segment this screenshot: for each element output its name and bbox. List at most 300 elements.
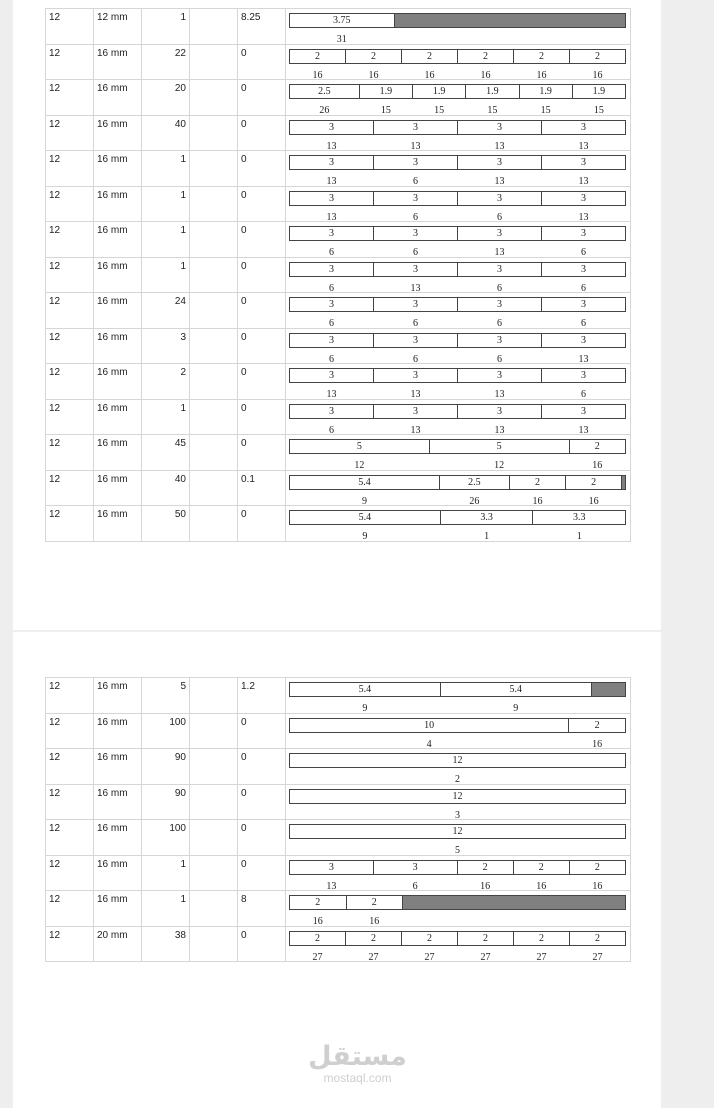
diameter-cell: 12 [46, 820, 94, 855]
cutting-pattern-bar [289, 368, 626, 400]
bar-length-cell: 16 mm [94, 785, 142, 820]
table-row [46, 257, 630, 293]
diameter-cell: 12 [46, 506, 94, 541]
bar-length-cell: 16 mm [94, 329, 142, 364]
cutting-pattern-bar [289, 860, 626, 892]
waste-cell: 0 [238, 785, 286, 820]
table-row [46, 79, 630, 115]
segment-length: 3 [329, 405, 334, 417]
segment-length: 3.75 [333, 15, 351, 26]
segment-length: 2 [539, 932, 544, 944]
cut-segment [374, 369, 458, 400]
cut-segment [542, 227, 625, 258]
empty-cell [190, 506, 238, 541]
cutting-pattern-bar [289, 49, 626, 81]
empty-cell [190, 9, 238, 44]
segment-length: 3 [329, 228, 334, 239]
quantity-cell: 1 [142, 400, 190, 435]
cutting-pattern-bar [289, 404, 626, 436]
segment-count: 6 [329, 353, 334, 365]
cut-segment [290, 334, 374, 365]
cut-segment [458, 192, 542, 223]
waste-cell: 0 [238, 749, 286, 784]
diameter-cell: 12 [46, 749, 94, 784]
waste-segment [395, 14, 625, 27]
table-row [46, 44, 630, 80]
segment-length: 2 [538, 861, 544, 873]
cut-segment [458, 861, 514, 892]
quantity-cell: 2 [142, 364, 190, 399]
segment-length: 3 [497, 228, 502, 239]
segment-length: 5 [356, 441, 362, 452]
quantity-cell: 45 [142, 435, 190, 470]
empty-cell [190, 293, 238, 328]
segment-length: 3 [581, 263, 586, 275]
segment-length: 2 [594, 861, 600, 873]
segment-length: 2 [371, 897, 377, 908]
segment-length: 2 [594, 441, 600, 452]
segment-count: 13 [578, 211, 589, 223]
segment-length: 2 [594, 719, 600, 731]
diameter-cell: 12 [46, 364, 94, 399]
segment-length: 3 [581, 405, 586, 417]
table-row [46, 748, 630, 784]
cut-segment [374, 298, 458, 329]
cut-segment [290, 932, 346, 963]
segment-count: 15 [540, 105, 551, 116]
segment-count: 6 [581, 282, 586, 294]
segment-length: 1.9 [486, 86, 499, 97]
cutting-pattern-bar [289, 13, 626, 45]
segment-count: 13 [410, 424, 421, 436]
segment-length: 2 [595, 932, 600, 944]
table-row [46, 434, 630, 470]
segment-length: 2 [427, 50, 432, 62]
table-row [46, 328, 630, 364]
quantity-cell: 90 [142, 785, 190, 820]
cut-segment [346, 932, 402, 963]
quantity-cell: 1 [142, 258, 190, 293]
bar-length-cell: 20 mm [94, 927, 142, 962]
cut-segment [290, 156, 374, 187]
cutting-pattern-bar [289, 191, 626, 223]
segment-length: 3 [497, 263, 502, 275]
segment-count: 6 [497, 282, 502, 294]
cut-segment [441, 511, 534, 542]
cut-segment [570, 440, 626, 471]
cut-segment [290, 121, 374, 152]
segment-length: 2 [427, 932, 432, 944]
segment-length: 2 [315, 50, 320, 62]
cut-segment [542, 405, 625, 436]
segment-length: 3 [329, 370, 334, 381]
quantity-cell: 40 [142, 116, 190, 151]
cutting-pattern-bar [289, 475, 626, 507]
bar-length-cell: 16 mm [94, 435, 142, 470]
segment-length: 12 [452, 755, 463, 766]
segment-count: 16 [424, 69, 435, 81]
segment-count: 6 [497, 353, 502, 365]
cut-segment [458, 932, 514, 963]
segment-count: 2 [455, 774, 460, 785]
quantity-cell: 1 [142, 891, 190, 926]
segment-length: 2.5 [468, 476, 481, 488]
segment-count: 16 [480, 69, 491, 81]
cut-segment [290, 861, 374, 892]
diameter-cell: 12 [46, 187, 94, 222]
segment-length: 3 [413, 192, 418, 204]
segment-length: 3 [329, 121, 334, 133]
diameter-cell: 12 [46, 9, 94, 44]
cut-segment [458, 334, 542, 365]
diameter-cell: 12 [46, 785, 94, 820]
waste-cell: 1.2 [238, 678, 286, 713]
bar-length-cell: 16 mm [94, 293, 142, 328]
waste-cell: 0 [238, 222, 286, 257]
diameter-cell: 12 [46, 856, 94, 891]
segment-length: 3 [497, 157, 502, 168]
cutting-pattern-bar [289, 789, 626, 821]
segment-count: 5 [455, 845, 460, 856]
bar-length-cell: 16 mm [94, 364, 142, 399]
waste-segment [622, 476, 625, 489]
empty-cell [190, 80, 238, 115]
cut-segment [360, 85, 413, 116]
quantity-cell: 1 [142, 187, 190, 222]
segment-length: 3 [329, 157, 334, 168]
bar-length-cell: 16 mm [94, 856, 142, 891]
segment-length: 2 [371, 932, 376, 944]
segment-count: 6 [329, 424, 334, 436]
cut-segment [510, 476, 566, 507]
segment-count: 1 [484, 531, 490, 542]
waste-cell: 0 [238, 116, 286, 151]
cut-segment [542, 334, 625, 365]
segment-length: 3 [497, 121, 502, 133]
report-page-2 [13, 632, 661, 1108]
diameter-cell: 12 [46, 80, 94, 115]
segment-count: 6 [581, 389, 586, 400]
table-row [46, 855, 630, 891]
empty-cell [190, 435, 238, 470]
bar-length-cell: 16 mm [94, 400, 142, 435]
segment-count: 6 [581, 318, 586, 329]
empty-cell [190, 927, 238, 962]
bar-length-cell: 16 mm [94, 506, 142, 541]
waste-cell: 0 [238, 714, 286, 749]
cut-segment [466, 85, 519, 116]
table-row [46, 926, 630, 962]
diameter-cell: 12 [46, 45, 94, 80]
bar-length-cell: 16 mm [94, 678, 142, 713]
cutting-table-page-1 [45, 8, 631, 542]
waste-cell: 0 [238, 856, 286, 891]
segment-count: 16 [592, 460, 603, 471]
cut-segment [542, 263, 625, 294]
cutting-pattern-bar [289, 753, 626, 785]
segment-count: 16 [592, 69, 603, 81]
segment-length: 2 [482, 861, 488, 873]
segment-count: 15 [487, 105, 498, 116]
cut-segment [570, 861, 625, 892]
segment-length: 5.4 [358, 684, 372, 695]
segment-count: 6 [329, 318, 334, 329]
quantity-cell: 1 [142, 9, 190, 44]
segment-length: 3 [329, 192, 334, 204]
cut-segment [440, 476, 510, 507]
cut-segment [514, 50, 570, 81]
watermark-latin: mostaql.com [323, 1071, 392, 1085]
cut-segment [458, 405, 542, 436]
empty-cell [190, 187, 238, 222]
cut-segment [290, 440, 430, 471]
quantity-cell: 100 [142, 714, 190, 749]
cut-segment [413, 85, 466, 116]
cut-segment [290, 369, 374, 400]
quantity-cell: 1 [142, 222, 190, 257]
bar-length-cell: 16 mm [94, 151, 142, 186]
table-row [46, 115, 630, 151]
segment-count: 6 [412, 880, 418, 892]
segment-count: 13 [410, 282, 421, 294]
table-row [46, 399, 630, 435]
table-row [46, 221, 630, 257]
segment-length: 2 [315, 897, 321, 908]
diameter-cell: 12 [46, 471, 94, 506]
waste-cell: 0 [238, 151, 286, 186]
empty-cell [190, 891, 238, 926]
cut-segment [520, 85, 573, 116]
cut-segment [374, 861, 458, 892]
empty-cell [190, 258, 238, 293]
cut-segment [290, 790, 625, 821]
table-row [46, 713, 630, 749]
segment-count: 27 [312, 951, 323, 963]
cut-segment [514, 861, 570, 892]
cutting-pattern-bar [289, 895, 626, 927]
segment-count: 13 [494, 424, 505, 436]
table-row [46, 186, 630, 222]
segment-count: 27 [368, 951, 379, 963]
quantity-cell: 22 [142, 45, 190, 80]
segment-length: 5.4 [509, 684, 523, 695]
segment-count: 13 [578, 353, 589, 365]
segment-length: 12 [452, 826, 463, 837]
cut-segment [458, 156, 542, 187]
cut-segment [290, 896, 347, 927]
segment-count: 13 [494, 389, 505, 400]
segment-count: 15 [434, 105, 445, 116]
empty-cell [190, 856, 238, 891]
cutting-pattern-bar [289, 297, 626, 329]
cut-segment [290, 825, 625, 856]
cutting-pattern-bar [289, 155, 626, 187]
segment-count: 1 [576, 531, 582, 542]
cut-segment [374, 156, 458, 187]
empty-cell [190, 678, 238, 713]
empty-cell [190, 400, 238, 435]
segment-count: 27 [424, 951, 435, 963]
quantity-cell: 90 [142, 749, 190, 784]
diameter-cell: 12 [46, 927, 94, 962]
empty-cell [190, 785, 238, 820]
cut-segment [374, 405, 458, 436]
quantity-cell: 24 [142, 293, 190, 328]
segment-count: 16 [368, 69, 379, 81]
cutting-pattern-bar [289, 682, 626, 714]
cut-segment [290, 298, 374, 329]
table-row [46, 677, 630, 713]
segment-count: 15 [380, 105, 391, 116]
segment-count: 6 [497, 318, 502, 329]
segment-count: 13 [494, 140, 505, 152]
segment-count: 16 [532, 495, 543, 507]
diameter-cell: 12 [46, 678, 94, 713]
empty-cell [190, 749, 238, 784]
segment-count: 6 [413, 176, 418, 187]
diameter-cell: 12 [46, 222, 94, 257]
cut-segment [430, 440, 570, 471]
cut-segment [573, 85, 625, 116]
bar-length-cell: 16 mm [94, 222, 142, 257]
segment-count: 13 [410, 389, 421, 400]
segment-count: 16 [312, 69, 323, 81]
diameter-cell: 12 [46, 293, 94, 328]
waste-cell: 0 [238, 820, 286, 855]
segment-count: 9 [362, 531, 368, 542]
segment-count: 13 [578, 424, 589, 436]
segment-length: 2 [315, 932, 320, 944]
segment-count: 16 [536, 880, 547, 892]
segment-length: 3 [413, 334, 418, 346]
segment-length: 5 [496, 441, 502, 452]
watermark-arabic: مستقل [308, 1041, 407, 1072]
segment-length: 3 [329, 299, 334, 310]
cut-segment [458, 227, 542, 258]
cut-segment [533, 511, 625, 542]
segment-length: 2 [534, 476, 540, 488]
waste-cell: 0 [238, 258, 286, 293]
quantity-cell: 40 [142, 471, 190, 506]
bar-length-cell: 16 mm [94, 714, 142, 749]
segment-length: 1.9 [379, 86, 393, 97]
segment-length: 1.9 [432, 86, 446, 97]
segment-length: 3 [413, 405, 418, 417]
segment-length: 3 [413, 299, 418, 310]
table-row [46, 890, 630, 926]
segment-count: 15 [593, 105, 604, 116]
segment-count: 27 [592, 951, 603, 963]
empty-cell [190, 222, 238, 257]
bar-length-cell: 16 mm [94, 749, 142, 784]
cut-segment [566, 476, 622, 507]
empty-cell [190, 714, 238, 749]
empty-cell [190, 364, 238, 399]
empty-cell [190, 116, 238, 151]
bar-length-cell: 16 mm [94, 45, 142, 80]
waste-cell: 8.25 [238, 9, 286, 44]
cutting-pattern-bar [289, 510, 626, 542]
waste-cell: 8 [238, 891, 286, 926]
segment-count: 12 [494, 460, 505, 471]
diameter-cell: 12 [46, 329, 94, 364]
segment-count: 6 [413, 211, 418, 223]
segment-length: 3.3 [572, 512, 586, 523]
segment-count: 16 [588, 495, 599, 507]
waste-cell: 0 [238, 506, 286, 541]
quantity-cell: 5 [142, 678, 190, 713]
segment-length: 2 [483, 932, 488, 944]
segment-count: 13 [326, 211, 337, 223]
segment-length: 2 [595, 50, 600, 62]
cutting-pattern-bar [289, 718, 626, 750]
cutting-pattern-bar [289, 931, 626, 963]
segment-length: 3 [581, 228, 586, 239]
waste-cell: 0 [238, 400, 286, 435]
cut-segment [542, 156, 625, 187]
segment-length: 3 [328, 861, 334, 873]
waste-cell: 0 [238, 293, 286, 328]
segment-length: 3.3 [480, 512, 493, 523]
empty-cell [190, 471, 238, 506]
segment-count: 16 [592, 880, 603, 892]
segment-count: 3 [455, 809, 460, 821]
diameter-cell: 12 [46, 258, 94, 293]
segment-count: 13 [326, 389, 337, 400]
segment-count: 6 [413, 318, 418, 329]
segment-count: 13 [326, 880, 337, 892]
diameter-cell: 12 [46, 400, 94, 435]
segment-length: 3 [581, 370, 586, 381]
segment-length: 3 [413, 157, 418, 168]
cut-segment [290, 719, 569, 750]
waste-segment [592, 683, 625, 696]
diameter-cell: 12 [46, 116, 94, 151]
cut-segment [402, 50, 458, 81]
cutting-pattern-bar [289, 262, 626, 294]
table-row [46, 150, 630, 186]
diameter-cell: 12 [46, 435, 94, 470]
segment-length: 5.4 [358, 476, 371, 488]
cut-segment [374, 334, 458, 365]
segment-length: 3 [497, 370, 502, 381]
segment-length: 2 [591, 476, 597, 488]
bar-length-cell: 16 mm [94, 258, 142, 293]
segment-length: 1.9 [539, 86, 552, 97]
segment-count: 16 [312, 916, 323, 927]
waste-cell: 0 [238, 435, 286, 470]
segment-count: 16 [592, 738, 603, 750]
waste-cell: 0 [238, 364, 286, 399]
cutting-pattern-bar [289, 439, 626, 471]
cut-segment [570, 932, 625, 963]
cut-segment [569, 719, 625, 750]
segment-length: 1.9 [592, 86, 606, 97]
diameter-cell: 12 [46, 891, 94, 926]
segment-count: 16 [369, 916, 380, 927]
cut-segment [346, 50, 402, 81]
segment-length: 3 [497, 405, 502, 417]
segment-count: 9 [513, 703, 519, 714]
bar-length-cell: 16 mm [94, 80, 142, 115]
segment-count: 16 [480, 880, 491, 892]
segment-count: 27 [536, 951, 547, 963]
segment-length: 3 [581, 334, 586, 346]
cut-segment [290, 85, 360, 116]
cut-segment [441, 683, 592, 714]
segment-length: 3 [581, 192, 586, 204]
cut-segment [374, 192, 458, 223]
